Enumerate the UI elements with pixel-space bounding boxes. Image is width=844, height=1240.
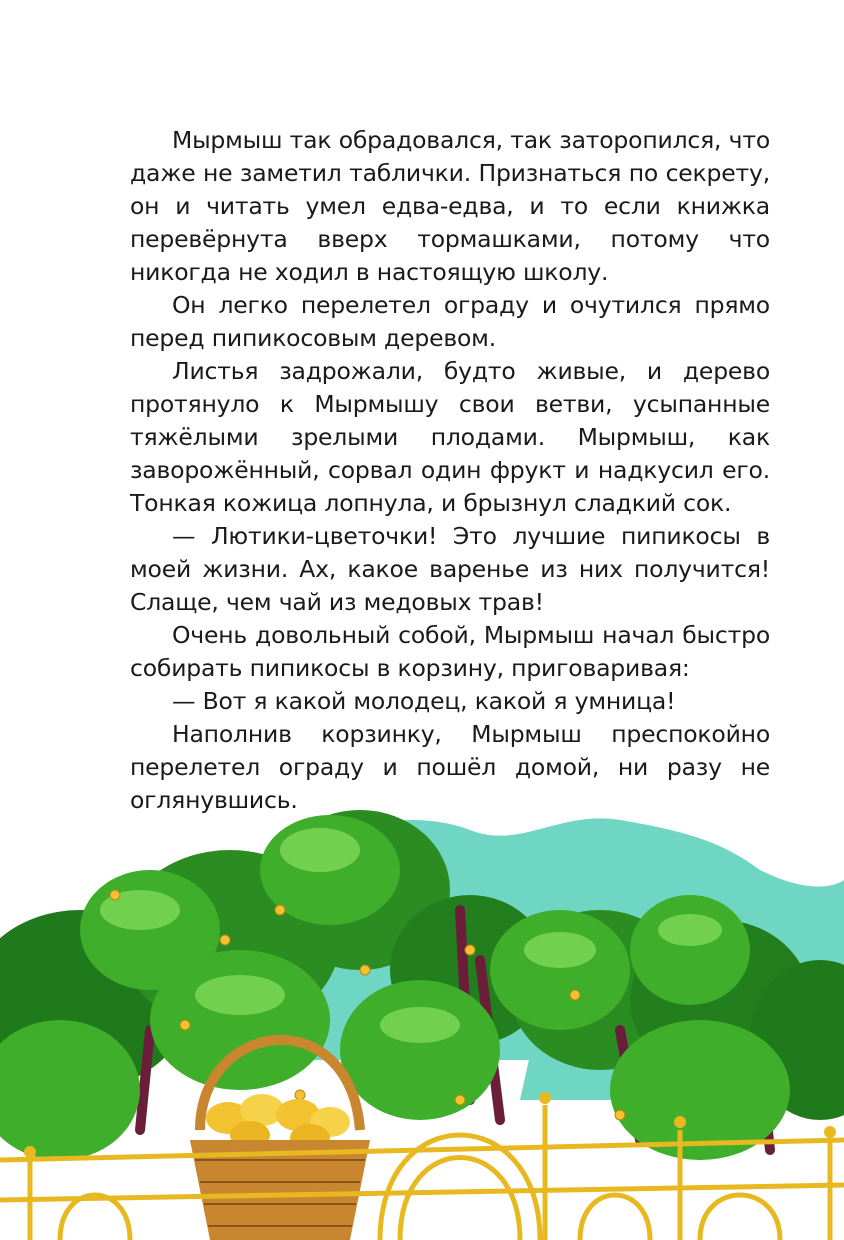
paragraph-2: Он легко перелетел ограду и очутился прямо перед пипикосовым деревом. <box>130 291 770 352</box>
paragraph-6: — Вот я какой молодец, какой я умница! <box>172 687 676 715</box>
story-text <box>130 124 770 817</box>
paragraph-7: Наполнив корзинку, Мырмыш преспокойно перелетел ограду и пошёл домой, ни разу не оглянувшись. <box>130 720 770 814</box>
paragraph-3: Листья задрожали, будто живые, и дерево протянуло к Мырмышу свои ветви, усыпанные тяжёлыми зрелыми плодами. Мырмыш, как заворожённый, сорвал один фрукт и надкусил его. Тонкая кожица лопнула, и брызнул сладкий сок. <box>130 357 770 517</box>
paragraph-5: Очень довольный собой, Мырмыш начал быстро собирать пипикосы в корзину, приговаривая: <box>130 621 770 682</box>
paragraph-4: — Лютики-цветочки! Это лучшие пипикосы в моей жизни. Ах, какое варенье из них получится! Слаще, чем чай из медовых трав! <box>130 522 770 616</box>
paragraph-1: Мырмыш так обрадовался, так заторопился, что даже не заметил таблички. Признаться по секрету, он и читать умел едва-едва, и то если книжка перевёрнута вверх тормашками, потому что никогда не ходил в настоящую школу. <box>130 126 770 286</box>
garden-illustration <box>0 800 844 1240</box>
